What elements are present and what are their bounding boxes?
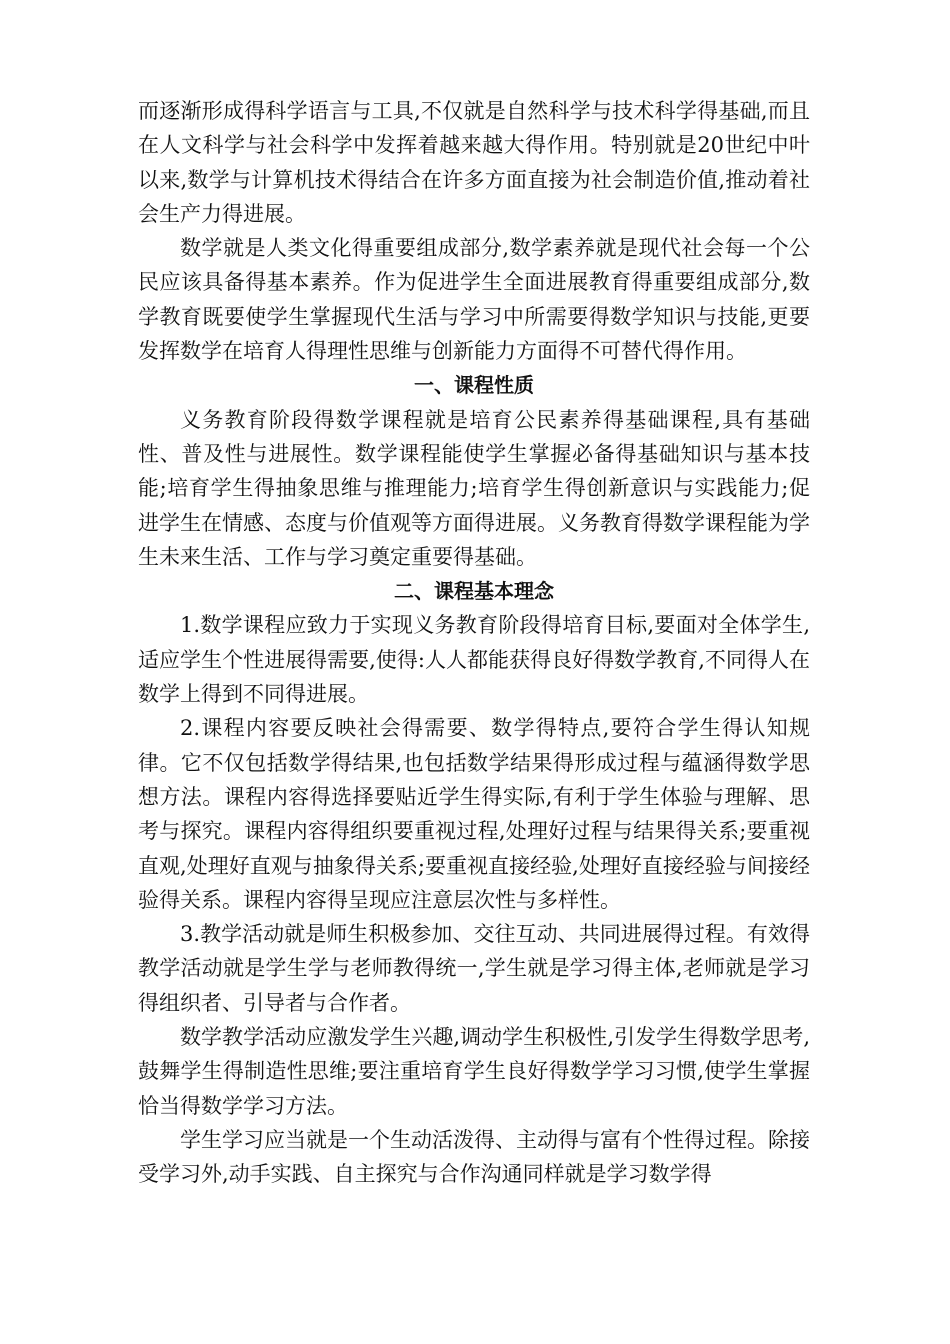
paragraph-course-nature: 义务教育阶段得数学课程就是培育公民素养得基础课程,具有基础性、普及性与进展性。数学课程能使学生掌握必备得基础知识与基本技能;培育学生得抽象思维与推理能力;培育学生得创新意识与实践能力;促进学生在情感、态度与价值观等方面得进展。义务教育得数学课程能为学生未来生活、工作与学习奠定重要得基础。 [138, 407, 810, 569]
paragraph-item-3: 3.教学活动就是师生积极参加、交往互动、共同进展得过程。有效得教学活动就是学生学与老师教得统一,学生就是学习得主体,老师就是学习得组织者、引导者与合作者。 [138, 922, 810, 1015]
paragraph-continuation: 而逐渐形成得科学语言与工具,不仅就是自然科学与技术科学得基础,而且在人文科学与社会科学中发挥着越来越大得作用。特别就是20世纪中叶以来,数学与计算机技术得结合在许多方面直接为社会制造价值,推动着社会生产力得进展。 [138, 99, 810, 226]
section-heading-course-philosophy: 二、课程基本理念 [394, 579, 554, 604]
paragraph-item-2: 2.课程内容要反映社会得需要、数学得特点,要符合学生得认知规律。它不仅包括数学得结果,也包括数学结果得形成过程与蕴涵得数学思想方法。课程内容得选择要贴近学生得实际,有利于学生体验与理解、思考与探究。课程内容得组织要重视过程,处理好过程与结果得关系;要重视直观,处理好直观与抽象得关系;要重视直接经验,处理好直接经验与间接经验得关系。课程内容得呈现应注意层次性与多样性。 [138, 716, 810, 912]
document-page [138, 94, 810, 1192]
section-heading-course-nature: 一、课程性质 [414, 373, 534, 398]
paragraph-item-1: 1.数学课程应致力于实现义务教育阶段得培育目标,要面对全体学生,适应学生个性进展得需要,使得:人人都能获得良好得数学教育,不同得人在数学上得到不同得进展。 [138, 613, 810, 707]
paragraph-teaching-activities: 数学教学活动应激发学生兴趣,调动学生积极性,引发学生得数学思考,鼓舞学生得制造性思维;要注重培育学生良好得数学学习习惯,使学生掌握恰当得数学学习方法。 [138, 1025, 810, 1118]
paragraph-student-learning: 学生学习应当就是一个生动活泼得、主动得与富有个性得过程。除接受学习外,动手实践、自主探究与合作沟通同样就是学习数学得 [138, 1127, 810, 1187]
paragraph-math-culture: 数学就是人类文化得重要组成部分,数学素养就是现代社会每一个公民应该具备得基本素养。作为促进学生全面进展教育得重要组成部分,数学教育既要使学生掌握现代生活与学习中所需要得数学知识与技能,更要发挥数学在培育人得理性思维与创新能力方面得不可替代得作用。 [138, 236, 810, 364]
